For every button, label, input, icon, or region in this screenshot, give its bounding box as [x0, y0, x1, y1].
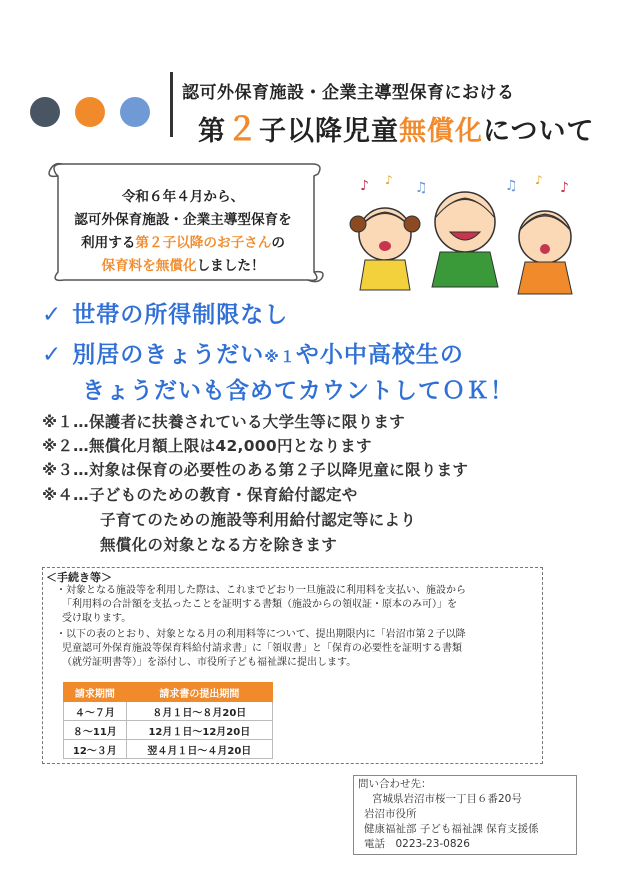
check-text: 別居のきょうだい — [72, 342, 265, 368]
procedure-line-3: 受け取ります。 — [62, 613, 132, 624]
procedure-title: ＜手続き等＞ — [46, 571, 112, 584]
title-line-1: 認可外保育施設・企業主導型保育における — [182, 83, 515, 103]
svg-text:♪: ♪ — [385, 173, 393, 187]
table-cell: ８月１日～８月20日 — [126, 702, 272, 721]
contact-tel: 電話 0223-23-0826 — [364, 838, 470, 850]
table-cell: ８～11月 — [64, 721, 127, 740]
table-cell: 翌４月１日～４月20日 — [126, 740, 272, 759]
title-part: 第 — [198, 116, 226, 147]
title-number: ２ — [226, 110, 260, 148]
deadline-table — [63, 682, 273, 759]
table-row — [64, 721, 273, 740]
table-cell: 12月１日～12月20日 — [126, 721, 272, 740]
decorative-dot-3 — [120, 97, 150, 127]
contact-dept: 健康福祉部 子ども福祉課 保育支援係 — [364, 823, 539, 835]
table-header-row — [64, 683, 273, 702]
note-4-cont-1: 子育てのための施設等利用給付認定等により — [100, 511, 417, 529]
announce-text: 利用する — [81, 235, 136, 251]
svg-text:♪: ♪ — [560, 180, 569, 196]
check-icon: ✓ — [42, 342, 63, 368]
announce-line-1: 令和６年４月から、 — [121, 189, 245, 205]
table-cell: ４～７月 — [64, 702, 127, 721]
title-accent: 無償化 — [399, 116, 484, 147]
note-4: ※４…子どものための教育・保育給付認定や — [42, 486, 358, 504]
announce-highlight: 第２子以降のお子さん — [135, 235, 272, 251]
contact-label: 問い合わせ先： — [358, 778, 432, 790]
contact-org: 岩沼市役所 — [364, 808, 417, 820]
check-text: 世帯の所得制限なし — [72, 302, 289, 328]
title-line-2 — [198, 104, 594, 150]
announce-line-2: 認可外保育施設・企業主導型保育を — [74, 212, 292, 228]
table-cell: 12～３月 — [64, 740, 127, 759]
procedure-line-2: 「利用料の合計額を支払ったことを証明する書類（施設からの領収証・原本のみ可）」を — [62, 599, 457, 610]
svg-text:♪: ♪ — [360, 178, 369, 194]
children-illustration — [340, 172, 590, 302]
announce-text: しました！ — [196, 258, 265, 274]
svg-text:♫: ♫ — [505, 178, 518, 194]
title-part: 子以降児童 — [259, 116, 400, 147]
note-2: ※２…無償化月額上限は42,000円となります — [42, 437, 372, 455]
table-header: 請求期間 — [64, 683, 127, 702]
announce-highlight: 保育料を無償化 — [101, 258, 197, 274]
title-part: について — [483, 116, 595, 147]
procedure-line-4: ・以下の表のとおり、対象となる月の利用料等について、提出期限内に「岩沼市第２子以降 — [56, 629, 466, 640]
check-item-2-line-2: きょうだいも含めてカウントしてＯＫ！ — [82, 378, 514, 404]
announcement — [48, 186, 318, 278]
check-footnote-ref: ※１ — [264, 348, 296, 366]
title-divider — [170, 72, 173, 137]
table-header: 請求書の提出期間 — [126, 683, 272, 702]
procedure-line-1: ・対象となる施設等を利用した際は、これまでどおり一旦施設に利用料を支払い、施設から — [56, 585, 466, 596]
decorative-dot-1 — [30, 97, 60, 127]
svg-text:♪: ♪ — [535, 173, 543, 187]
table-row — [64, 740, 273, 759]
decorative-dot-2 — [75, 97, 105, 127]
procedure-line-6: （就労証明書等）」を添付し、市役所子ども福祉課に提出します。 — [62, 657, 357, 668]
check-item-1 — [42, 296, 288, 329]
contact-address: 宮城県岩沼市桜一丁目６番20号 — [372, 793, 522, 805]
announce-text: の — [271, 235, 285, 251]
table-row — [64, 702, 273, 721]
check-item-2 — [42, 336, 464, 369]
announce-line-3 — [48, 232, 318, 255]
check-text: や小中高校生の — [295, 342, 464, 368]
svg-text:♫: ♫ — [415, 180, 428, 196]
check-icon: ✓ — [42, 302, 63, 328]
note-4-cont-2: 無償化の対象となる方を除きます — [100, 536, 338, 554]
note-1: ※１…保護者に扶養されている大学生等に限ります — [42, 413, 405, 431]
procedure-line-5: 児童認可外保育施設等保育料給付請求書」に「領収書」と「保育の必要性を証明する書類 — [62, 643, 462, 654]
note-3: ※３…対象は保育の必要性のある第２子以降児童に限ります — [42, 461, 469, 479]
announce-line-4 — [48, 255, 318, 278]
